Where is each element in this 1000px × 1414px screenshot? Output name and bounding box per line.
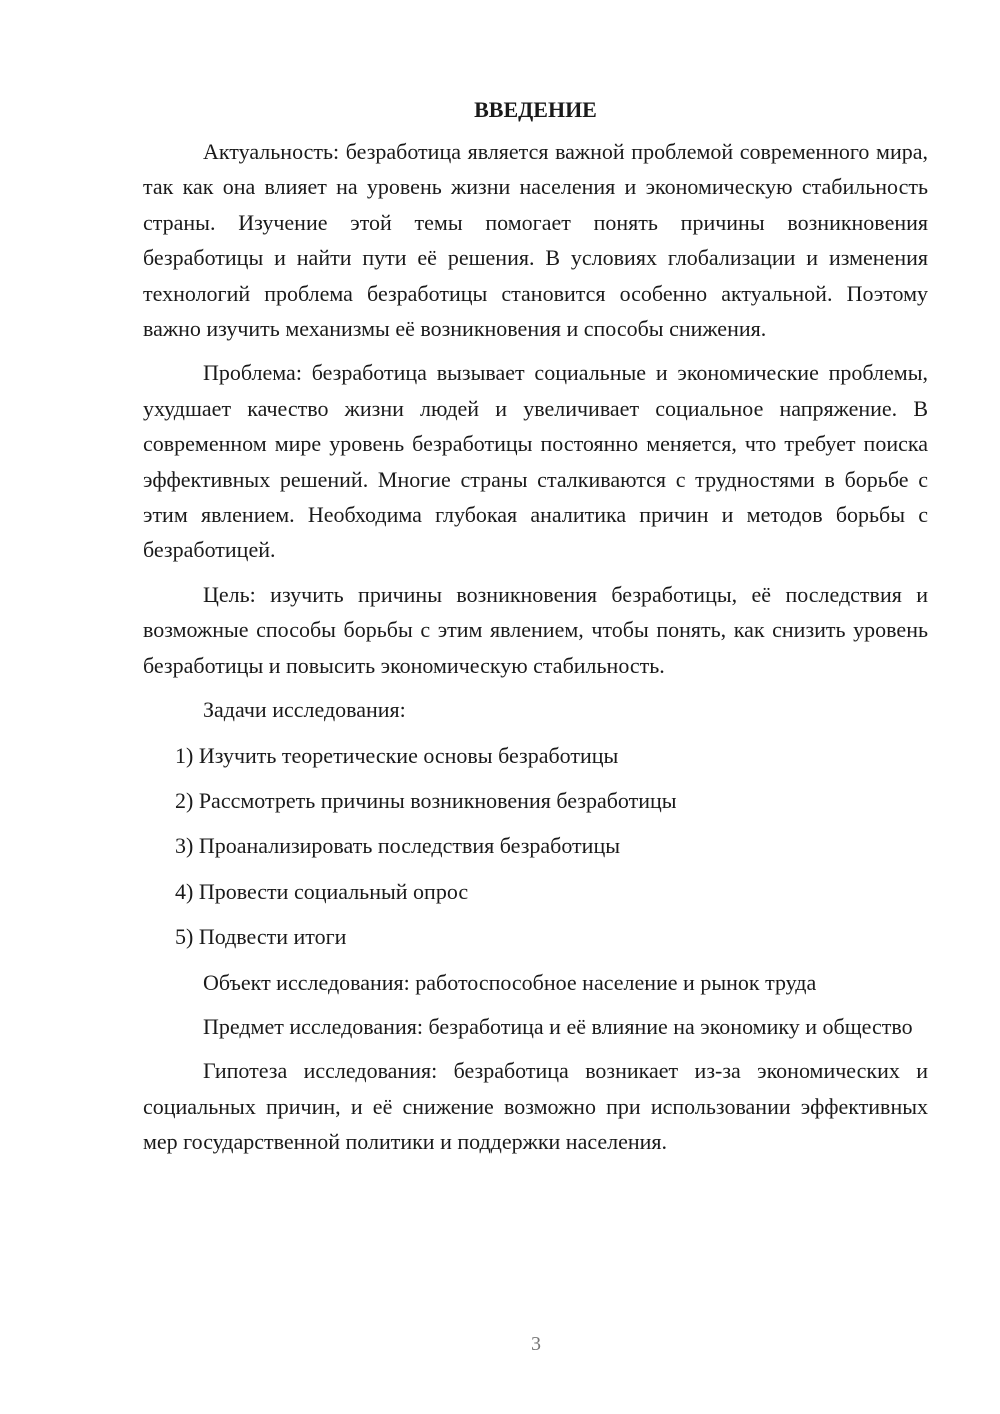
task-item: 5) Подвести итоги xyxy=(175,924,347,950)
page-number: 3 xyxy=(531,1333,541,1355)
object-paragraph: Объект исследования: работоспособное население и рынок труда xyxy=(203,969,817,995)
relevance-paragraph: Актуальность: безработица является важной проблемой современного мира, так как она влияет на уровень жизни населения и экономическую стабильность страны. Изучение этой темы помогает понять причины возникновения безработицы и найти пути её решения. В условиях глобализации и изменения технологий проблема безработицы становится особенно актуальной. Поэтому важно изучить механизмы её возникновения и способы снижения. xyxy=(143,139,928,342)
problem-paragraph: Проблема: безработица вызывает социальные и экономические проблемы, ухудшает качество жизни людей и увеличивает социальное напряжение. В современном мире уровень безработицы постоянно меняется, что требует поиска эффективных решений. Многие страны сталкиваются с трудностями в борьбе с этим явлением. Необходима глубокая аналитика причин и методов борьбы с безработицей. xyxy=(143,360,928,563)
page-title: ВВЕДЕНИЕ xyxy=(474,97,597,122)
tasks-list xyxy=(143,738,928,955)
task-item: 1) Изучить теоретические основы безработицы xyxy=(175,742,619,768)
goal-paragraph: Цель: изучить причины возникновения безработицы, её последствия и возможные способы борьбы с этим явлением, чтобы понять, как снизить уровень безработицы и повысить экономическую стабильность. xyxy=(143,581,928,678)
task-item: 3) Проанализировать последствия безработицы xyxy=(175,833,620,859)
subject-paragraph: Предмет исследования: безработица и её влияние на экономику и общество xyxy=(203,1013,913,1039)
task-item: 2) Рассмотреть причины возникновения безработицы xyxy=(175,787,677,813)
task-item: 4) Провести социальный опрос xyxy=(175,878,469,904)
tasks-title: Задачи исследования: xyxy=(203,697,406,723)
document-page xyxy=(143,92,928,1169)
hypothesis-paragraph: Гипотеза исследования: безработица возникает из-за экономических и социальных причин, и её снижение возможно при использовании эффективных мер государственной политики и поддержки населения. xyxy=(143,1058,928,1155)
